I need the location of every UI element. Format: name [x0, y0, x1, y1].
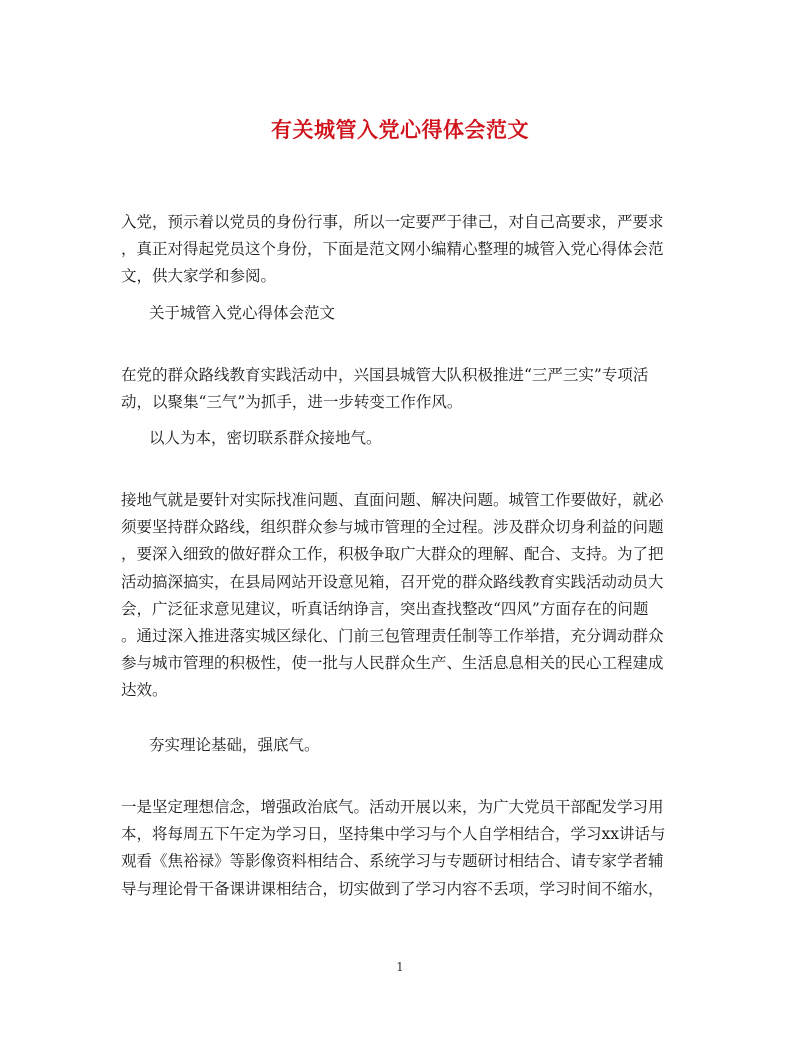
paragraph-line: 达效。	[121, 681, 168, 700]
paragraph-line: 动，以聚集“三气”为抓手，进一步转变工作作风。	[121, 393, 463, 412]
paragraph-line: 导与理论骨干备课讲课相结合，切实做到了学习内容不丢项，学习时间不缩水，	[121, 879, 664, 898]
paragraph-line: 会，广泛征求意见建议，听真话纳诤言，突出查找整改“四风”方面存在的问题	[121, 599, 649, 618]
document-title: 有关城管入党心得体会范文	[271, 117, 529, 142]
paragraph-line: ，真正对得起党员这个身份，下面是范文网小编精心整理的城管入党心得体会范	[121, 240, 664, 259]
paragraph	[121, 487, 681, 705]
subheading-text: 关于城管入党心得体会范文	[149, 304, 336, 322]
paragraph	[121, 794, 681, 903]
subheading-text: 以人为本，密切联系群众接地气。	[149, 429, 382, 447]
subheading	[121, 425, 709, 452]
subheading-text: 夯实理论基础，强底气。	[149, 736, 320, 754]
paragraph	[121, 362, 681, 416]
paragraph-line: 活动搞深搞实，在县局网站开设意见箱，召开党的群众路线教育实践活动动员大	[121, 572, 664, 591]
paragraph-line: 接地气就是要针对实际找准问题、直面问题、解决问题。城管工作要做好，就必	[121, 491, 664, 509]
intro-paragraph	[121, 209, 681, 291]
subheading	[121, 732, 709, 759]
paragraph-line: 文，供大家学和参阅。	[121, 267, 277, 286]
paragraph-line: 入党，预示着以党员的身份行事，所以一定要严于律己，对自己高要求，严要求	[121, 213, 664, 231]
paragraph-line: 须要坚持群众路线，组织群众参与城市管理的全过程。涉及群众切身利益的问题	[121, 518, 664, 537]
paragraph-line: 一是坚定理想信念，增强政治底气。活动开展以来，为广大党员干部配发学习用	[121, 798, 664, 816]
paragraph-line: 在党的群众路线教育实践活动中，兴国县城管大队积极推进“三严三实”专项活	[121, 366, 649, 384]
paragraph-line: ，要深入细致的做好群众工作，积极争取广大群众的理解、配合、支持。为了把	[121, 545, 664, 564]
paragraph-line: 。通过深入推进落实城区绿化、门前三包管理责任制等工作举措，充分调动群众	[121, 627, 664, 646]
subheading	[121, 300, 709, 327]
paragraph-line: 本，将每周五下午定为学习日，坚持集中学习与个人自学相结合，学习xx讲话与	[121, 825, 666, 844]
paragraph-line: 参与城市管理的积极性，使一批与人民群众生产、生活息息相关的民心工程建成	[121, 654, 664, 673]
paragraph-line: 观看《焦裕禄》等影像资料相结合、系统学习与专题研讨相结合、请专家学者辅	[121, 852, 664, 871]
page-number: 1	[396, 960, 404, 974]
